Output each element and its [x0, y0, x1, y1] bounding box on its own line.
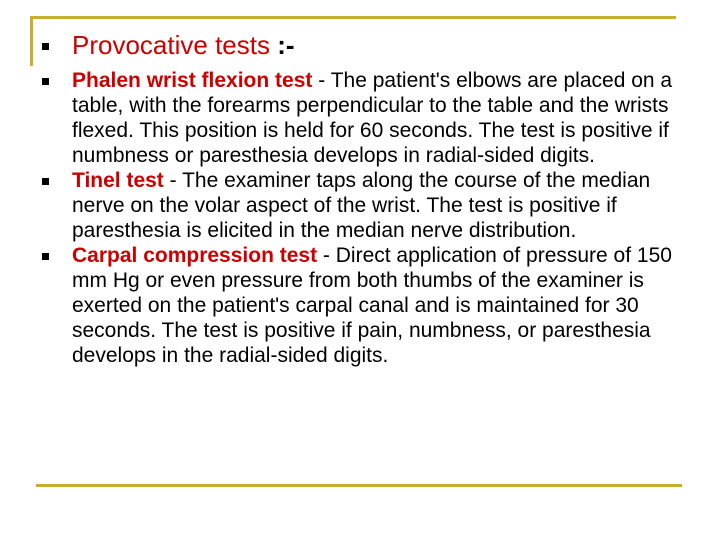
bullet-term: Carpal compression test: [72, 244, 318, 267]
slide-bullet-list: [42, 26, 692, 368]
heading-suffix: :-: [269, 30, 295, 60]
bullet-item-phalen: [42, 68, 692, 168]
bullet-item-carpal-compression: [42, 243, 692, 368]
bullet-item-tinel: [42, 168, 692, 243]
slide-heading: [42, 26, 692, 64]
square-bullet-icon: [42, 43, 49, 50]
heading-text: Provocative tests: [72, 30, 270, 60]
frame-top-line: [30, 16, 676, 19]
bullet-description: - The examiner taps along the course of the median nerve on the volar aspect of the wrist. The test is positive if paresthesia is elicited in the median nerve distribution.: [72, 169, 651, 242]
frame-bottom-line: [36, 484, 682, 487]
bullet-term: Tinel test: [72, 169, 164, 192]
square-bullet-icon: [42, 178, 49, 185]
square-bullet-icon: [42, 253, 49, 260]
bullet-description: - The patient's elbows are placed on a table, with the forearms perpendicular to the table and the wrists flexed. This position is held for 60 seconds. The test is positive if numbness or paresthesia develops in radial-sided digits.: [72, 69, 673, 167]
bullet-term: Phalen wrist flexion test: [72, 69, 313, 92]
square-bullet-icon: [42, 78, 49, 85]
frame-left-line: [30, 16, 33, 66]
bullet-description: - Direct application of pressure of 150 mm Hg or even pressure from both thumbs of the examiner is exerted on the patient's carpal canal and is maintained for 30 seconds. The test is positive if pain, numbness, or paresthesia develops in the radial-sided digits.: [72, 244, 672, 367]
